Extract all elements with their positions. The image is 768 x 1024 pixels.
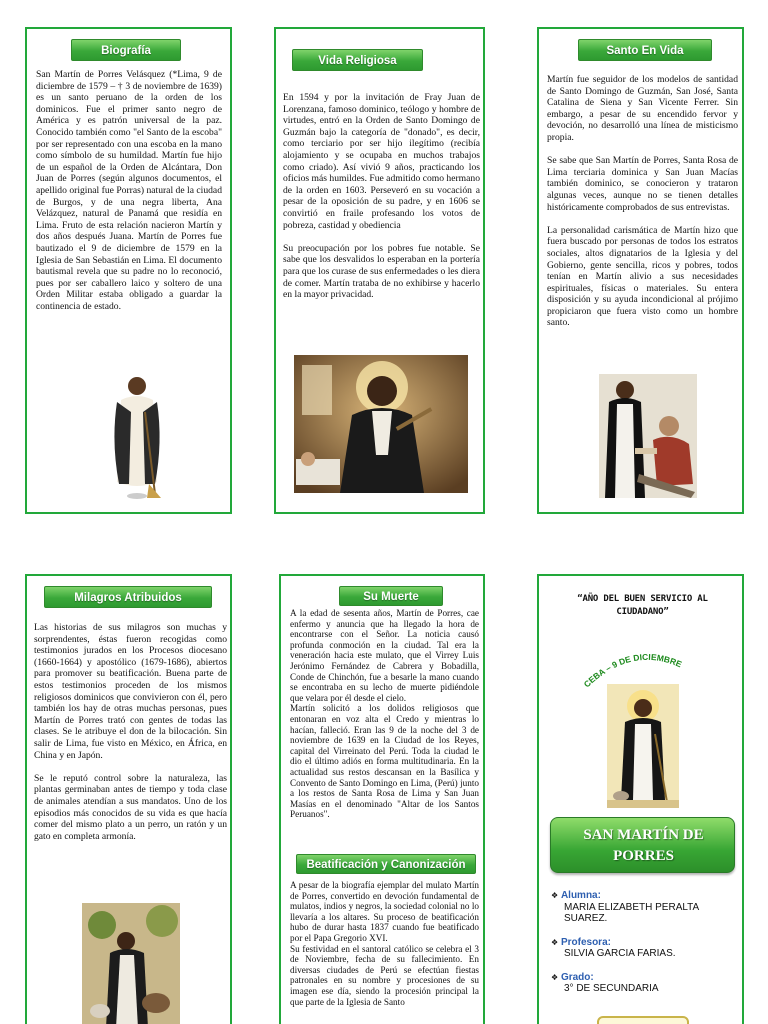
field-grado <box>551 972 736 995</box>
field-grado-label: Grado: <box>560 971 594 983</box>
panel-milagros <box>25 574 232 1024</box>
panel-cover <box>537 574 744 1024</box>
beatificacion-p3: A pesar de la biografía ejemplar del mulato Martín de Porres, convertido en devoción fundamental de mulatos, indios y negros, la sociedad colonial no lo llevaría a los altares. Su proceso de beatificación hubo de durar hasta 1837 cuando fue beatificado por el Papa Gregorio XVI. <box>290 880 479 943</box>
panel-santo-en-vida <box>537 27 744 514</box>
bullet-icon: ❖ <box>551 891 559 900</box>
santo-en-vida-p2: Se sabe que San Martín de Porres, Santa Rosa de Lima terciaria dominica y San Juan Macías también dominico, se conocieron y trataron algunas veces, aunque no se tienen detalles históricamente comprobados de sus entrevistas. <box>547 155 738 213</box>
field-profesora-value: SILVIA GARCIA FARIAS. <box>564 948 676 959</box>
milagros-text <box>34 622 227 842</box>
year-title: “AÑO DEL BUEN SERVICIO AL CIUDADANO” <box>577 594 708 617</box>
milagros-header: Milagros Atribuidos <box>44 586 212 608</box>
cover-fields <box>551 890 736 995</box>
panel-su-muerte <box>279 574 485 1024</box>
su-muerte-text <box>290 608 479 820</box>
field-alumna-value: MARIA ELIZABETH PERALTA SUAREZ. <box>564 901 699 924</box>
bullet-icon: ❖ <box>551 972 559 982</box>
saint-animals-painting <box>82 903 180 1024</box>
su-muerte-header: Su Muerte <box>339 586 443 606</box>
bullet-icon: ❖ <box>551 937 559 947</box>
santo-en-vida-header: Santo En Vida <box>578 39 712 61</box>
vida-religiosa-header: Vida Religiosa <box>292 49 423 71</box>
field-alumna-label: Alumna: <box>560 890 601 901</box>
panel-biografia <box>25 27 232 514</box>
santo-en-vida-p3: La personalidad carismática de Martín hizo que fuera buscado por personas de todos los estratos sociales, altos dignatarios de la Iglesia y del Gobierno, gente sencilla, ricos y pobres, todos tenían en Martín alivio a sus necesidades espirituales, físicas o materiales. Su entera disposición y su ayuda incondicional al prójimo propiciaron que fuera visto como un hombre santo. <box>547 224 738 329</box>
su-muerte-p1: A la edad de sesenta años, Martín de Porres, cae enfermo y anuncia que ha llegado la hora de encontrarse con el Señor. La noticia causó profunda conmoción en la ciudad. Tal era la veneración hacia este mulato, que el Virrey Luis Jerónimo Fernández de Cabrera y Bobadilla, Conde de Chinchón, fue a besarle la mano cuando se encontraba en su lecho de muerte pidiéndole que velara por él desde el cielo. <box>290 608 479 703</box>
vida-religiosa-p2: Su preocupación por los pobres fue notable. Se sabe que los desvalidos lo esperaban en la portería para que los curase de sus enfermedades o les diera de comer. Martín trataba de no exhibirse y hacerlo en la mayor privacidad. <box>283 242 480 301</box>
field-profesora-label: Profesora: <box>560 936 611 948</box>
vida-religiosa-text <box>283 92 480 301</box>
milagros-p1: Las historias de sus milagros son muchas y sorprendentes, éstas fueron recogidas como testimonios jurados en los Procesos diocesano (1660-1664) y apostólico (1679-1686), abiertos para promover su beatificación. Buena parte de estos testimonios proceden de los mismos religiosos dominicos que convivieron con él, pero también los hay de otras muchas personas, pues Martín de Porres trató con gentes de todas las clases. Se le atribuye el don de la bilocación. Sin salir de Lima, fue visto en México, en África, en China y en Japón. <box>34 622 227 761</box>
biografia-text: San Martín de Porres Velásquez (*Lima, 9 de diciembre de 1579 – † 3 de noviembre de 1639) es un santo peruano de la orden de los dominicos. Fue el primer santo negro de América y es patrón universal de la paz. Conocido también como "el Santo de la escoba" por ser representado con una escoba en la mano como símbolo de su humildad. Martín fue hijo de un español de la Orden de Alcántara, Don Juan de Porres (según algunos documentos, el apellido original fue Porras) natural de la ciudad de Burgos, y de una negra liberta, Ana Velázquez, natural de Panamá que residía en Lima. Fruto de esta relación nacieron Martín y dos años después Juana. Martín de Porres fue bautizado el 9 de diciembre de 1579 en la Iglesia de San Sebastián en Lima. El documento bautismal revela que su padre no lo reconoció, pues por ser caballero laico y soltero de una Orden Militar estaba obligado a guardar la continencia de estado. <box>36 69 222 312</box>
field-grado-value: 3° DE SECUNDARIA <box>564 983 659 994</box>
ceba-arc-label: CEBA – 9 DE DICIEMBRE <box>581 651 684 690</box>
vida-religiosa-p1: En 1594 y por la invitación de Fray Juan de Lorenzana, famoso dominico, teólogo y hombre de virtudes, entró en la Orden de Santo Domingo de Guzmán bajo la categoría de "donado", es decir, como terciario por ser hijo ilegítimo (recibía alojamiento y se ocupaba en muchos trabajos como criado). Así vivió 9 años, practicando los oficios más humildes. Fue admitido como hermano de la orden en 1603. Perseveró en su vocación a pesar de la oposición de su padre, y en 1606 se convirtió en fraile profesando los votos de pobreza, castidad y obediencia <box>283 92 480 231</box>
saint-cover-image <box>607 684 679 808</box>
beatificacion-text <box>290 880 479 1007</box>
santo-en-vida-text <box>547 74 738 329</box>
santo-en-vida-p1: Martín fue seguidor de los modelos de santidad de Santo Domingo de Guzmán, San José, Santa Catalina de Siena y San Vicente Ferrer. Sin embargo, a pesar de su encendido fervor y devoción, no desarrolló una línea de misticismo propia. <box>547 74 738 143</box>
biografia-header: Biografía <box>71 39 181 61</box>
bottom-emblem <box>597 1016 689 1024</box>
beatificacion-p4: Su festividad en el santoral católico se celebra el 3 de Noviembre, fecha de su fallecimiento. En diversas ciudades de Perú se efectúan fiestas patronales en su nombre y procesiones de su imagen ese día, siendo la procesión principal la que parte de la Iglesia de Santo <box>290 943 479 1007</box>
title-banner <box>550 817 735 873</box>
saint-bedside-painting <box>294 355 468 493</box>
field-alumna <box>551 890 736 925</box>
beatificacion-header: Beatificación y Canonización <box>296 854 476 874</box>
milagros-p2: Se le reputó control sobre la naturaleza, las plantas germinaban antes de tiempo y toda clase de animales atendían a sus mandatos. Uno de los episodios más conocidos de su vida es que hacía comer del mismo plato a un perro, un ratón y un gato en completa armonía. <box>34 772 227 842</box>
panel-vida-religiosa <box>274 27 485 514</box>
saint-healing-painting <box>599 374 697 498</box>
saint-broom-image <box>107 372 169 502</box>
field-profesora <box>551 937 736 960</box>
su-muerte-p2: Martín solicitó a los dolidos religiosos que entonaran en voz alta el Credo y mientras lo hacían, falleció. Eran las 9 de la noche del 3 de noviembre de 1639 en la Ciudad de los Reyes, capital del Virreinato del Perú. Toda la ciudad le dio el último adiós en forma multitudinaria. En la actualidad sus restos descansan en la Basílica y Convento de Santo Domingo en Lima, (Perú) junto a los restos de Santa Rosa de Lima y San Juan Masías en el denominado "Altar de los Santos Peruanos". <box>290 703 479 820</box>
title-banner-text: SAN MARTÍN DE PORRES <box>583 827 704 864</box>
